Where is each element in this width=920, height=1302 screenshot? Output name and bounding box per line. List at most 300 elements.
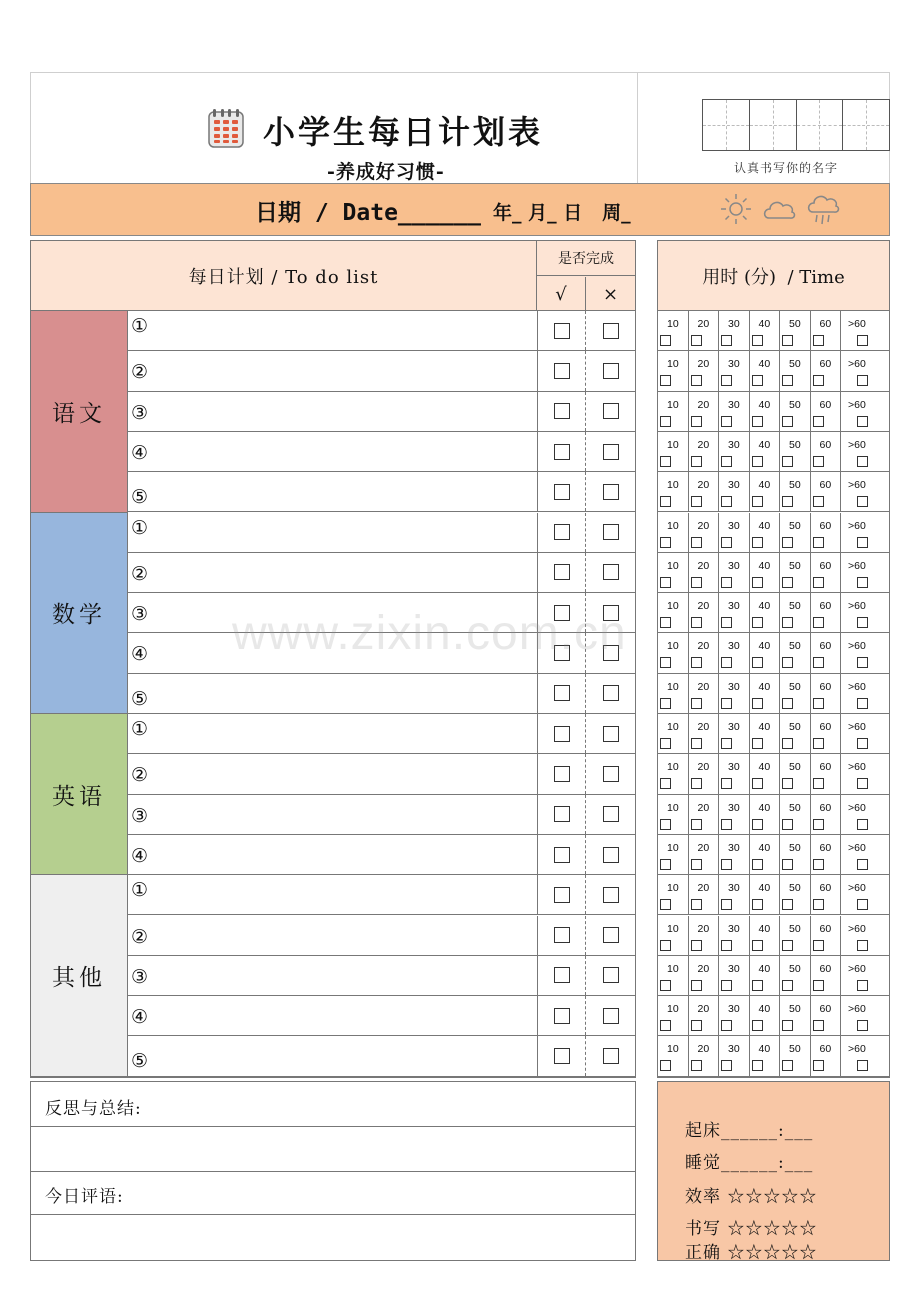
time-checkbox[interactable]	[752, 738, 763, 749]
time-checkbox[interactable]	[691, 537, 702, 548]
time-checkbox[interactable]	[660, 657, 671, 668]
time-checkbox[interactable]	[782, 577, 793, 588]
task-row[interactable]	[128, 1036, 635, 1076]
time-checkbox[interactable]	[691, 778, 702, 789]
name-cell[interactable]	[703, 100, 750, 150]
time-option[interactable]	[689, 593, 720, 632]
time-checkbox[interactable]	[857, 375, 868, 386]
time-checkbox[interactable]	[691, 657, 702, 668]
time-option[interactable]	[689, 392, 720, 431]
time-option[interactable]	[841, 513, 889, 552]
task-row[interactable]	[128, 956, 635, 996]
time-checkbox[interactable]	[691, 698, 702, 709]
time-option[interactable]	[750, 472, 781, 511]
time-option[interactable]	[780, 714, 811, 753]
time-checkbox[interactable]	[857, 859, 868, 870]
time-option[interactable]	[719, 714, 750, 753]
undone-checkbox[interactable]	[603, 1008, 619, 1024]
time-option[interactable]	[750, 875, 781, 914]
time-option[interactable]	[811, 1036, 842, 1075]
time-checkbox[interactable]	[857, 778, 868, 789]
sun-icon[interactable]	[719, 192, 753, 226]
time-option[interactable]	[780, 553, 811, 592]
time-option[interactable]	[841, 432, 889, 471]
time-checkbox[interactable]	[782, 859, 793, 870]
time-option[interactable]	[811, 916, 842, 955]
task-row[interactable]	[128, 674, 635, 714]
sleep-time[interactable]: 睡觉______:___	[685, 1153, 814, 1173]
time-checkbox[interactable]	[660, 899, 671, 910]
time-option[interactable]	[780, 351, 811, 390]
time-option[interactable]	[750, 351, 781, 390]
time-option[interactable]	[841, 674, 889, 713]
time-option[interactable]	[780, 1036, 811, 1075]
time-option[interactable]	[658, 754, 689, 793]
time-checkbox[interactable]	[782, 698, 793, 709]
time-option[interactable]	[841, 633, 889, 672]
time-checkbox[interactable]	[782, 537, 793, 548]
time-option[interactable]	[719, 956, 750, 995]
time-option[interactable]	[658, 553, 689, 592]
time-checkbox[interactable]	[813, 980, 824, 991]
time-option[interactable]	[780, 432, 811, 471]
time-option[interactable]	[750, 311, 781, 350]
done-checkbox[interactable]	[554, 1048, 570, 1064]
done-checkbox[interactable]	[554, 726, 570, 742]
time-checkbox[interactable]	[691, 577, 702, 588]
time-checkbox[interactable]	[857, 1060, 868, 1071]
time-option[interactable]	[750, 996, 781, 1035]
time-option[interactable]	[811, 472, 842, 511]
time-option[interactable]	[780, 875, 811, 914]
time-option[interactable]	[841, 392, 889, 431]
time-option[interactable]	[658, 472, 689, 511]
time-option[interactable]	[780, 835, 811, 874]
time-option[interactable]	[841, 593, 889, 632]
time-option[interactable]	[780, 916, 811, 955]
time-checkbox[interactable]	[813, 899, 824, 910]
time-option[interactable]	[780, 633, 811, 672]
time-checkbox[interactable]	[782, 819, 793, 830]
time-checkbox[interactable]	[813, 617, 824, 628]
done-checkbox[interactable]	[554, 1008, 570, 1024]
task-row[interactable]	[128, 311, 635, 351]
time-checkbox[interactable]	[782, 416, 793, 427]
undone-checkbox[interactable]	[603, 403, 619, 419]
time-option[interactable]	[811, 714, 842, 753]
done-checkbox[interactable]	[554, 444, 570, 460]
time-checkbox[interactable]	[691, 496, 702, 507]
time-checkbox[interactable]	[660, 537, 671, 548]
time-option[interactable]	[780, 472, 811, 511]
time-checkbox[interactable]	[691, 738, 702, 749]
time-option[interactable]	[719, 875, 750, 914]
time-checkbox[interactable]	[813, 335, 824, 346]
time-checkbox[interactable]	[691, 416, 702, 427]
undone-checkbox[interactable]	[603, 1048, 619, 1064]
time-checkbox[interactable]	[752, 980, 763, 991]
time-checkbox[interactable]	[782, 496, 793, 507]
time-checkbox[interactable]	[752, 859, 763, 870]
time-option[interactable]	[750, 553, 781, 592]
time-checkbox[interactable]	[752, 537, 763, 548]
task-row[interactable]	[128, 916, 635, 956]
efficiency-rating[interactable]: 效率 ☆☆☆☆☆	[685, 1187, 818, 1207]
time-option[interactable]	[811, 351, 842, 390]
time-checkbox[interactable]	[721, 537, 732, 548]
undone-checkbox[interactable]	[603, 806, 619, 822]
time-option[interactable]	[780, 311, 811, 350]
name-cell[interactable]	[797, 100, 844, 150]
time-option[interactable]	[841, 875, 889, 914]
time-option[interactable]	[841, 1036, 889, 1075]
time-checkbox[interactable]	[782, 899, 793, 910]
time-option[interactable]	[689, 835, 720, 874]
time-option[interactable]	[658, 996, 689, 1035]
time-option[interactable]	[811, 633, 842, 672]
time-checkbox[interactable]	[782, 940, 793, 951]
summary-blank-line[interactable]	[31, 1127, 635, 1172]
done-checkbox[interactable]	[554, 967, 570, 983]
time-option[interactable]	[750, 633, 781, 672]
time-option[interactable]	[841, 956, 889, 995]
time-checkbox[interactable]	[752, 496, 763, 507]
time-checkbox[interactable]	[721, 698, 732, 709]
time-option[interactable]	[719, 351, 750, 390]
task-row[interactable]	[128, 996, 635, 1036]
task-row[interactable]	[128, 392, 635, 432]
time-option[interactable]	[689, 351, 720, 390]
time-checkbox[interactable]	[752, 335, 763, 346]
time-checkbox[interactable]	[660, 859, 671, 870]
time-option[interactable]	[658, 714, 689, 753]
time-option[interactable]	[811, 996, 842, 1035]
time-option[interactable]	[811, 835, 842, 874]
time-checkbox[interactable]	[721, 617, 732, 628]
time-checkbox[interactable]	[813, 738, 824, 749]
time-checkbox[interactable]	[857, 819, 868, 830]
time-checkbox[interactable]	[660, 819, 671, 830]
undone-checkbox[interactable]	[603, 564, 619, 580]
task-row[interactable]	[128, 875, 635, 915]
time-checkbox[interactable]	[691, 819, 702, 830]
time-option[interactable]	[689, 513, 720, 552]
time-checkbox[interactable]	[813, 416, 824, 427]
time-checkbox[interactable]	[721, 819, 732, 830]
time-checkbox[interactable]	[857, 738, 868, 749]
time-option[interactable]	[658, 835, 689, 874]
done-checkbox[interactable]	[554, 363, 570, 379]
time-option[interactable]	[658, 432, 689, 471]
time-checkbox[interactable]	[691, 456, 702, 467]
writing-rating[interactable]: 书写 ☆☆☆☆☆	[685, 1219, 818, 1239]
time-checkbox[interactable]	[721, 577, 732, 588]
name-cell[interactable]	[750, 100, 797, 150]
time-option[interactable]	[780, 593, 811, 632]
time-checkbox[interactable]	[782, 335, 793, 346]
task-row[interactable]	[128, 351, 635, 391]
done-checkbox[interactable]	[554, 847, 570, 863]
time-checkbox[interactable]	[660, 416, 671, 427]
time-option[interactable]	[719, 916, 750, 955]
time-option[interactable]	[719, 633, 750, 672]
time-checkbox[interactable]	[691, 617, 702, 628]
time-option[interactable]	[811, 754, 842, 793]
time-checkbox[interactable]	[660, 375, 671, 386]
name-cell[interactable]	[843, 100, 889, 150]
undone-checkbox[interactable]	[603, 927, 619, 943]
undone-checkbox[interactable]	[603, 847, 619, 863]
time-option[interactable]	[841, 351, 889, 390]
time-option[interactable]	[719, 392, 750, 431]
time-checkbox[interactable]	[813, 537, 824, 548]
time-checkbox[interactable]	[691, 1060, 702, 1071]
time-option[interactable]	[689, 916, 720, 955]
time-checkbox[interactable]	[660, 1020, 671, 1031]
time-option[interactable]	[719, 553, 750, 592]
time-option[interactable]	[658, 513, 689, 552]
time-checkbox[interactable]	[660, 1060, 671, 1071]
time-option[interactable]	[689, 432, 720, 471]
time-option[interactable]	[689, 714, 720, 753]
time-option[interactable]	[689, 956, 720, 995]
time-checkbox[interactable]	[721, 335, 732, 346]
time-option[interactable]	[750, 392, 781, 431]
time-option[interactable]	[658, 674, 689, 713]
time-option[interactable]	[841, 795, 889, 834]
time-checkbox[interactable]	[813, 1060, 824, 1071]
summary-line[interactable]	[31, 1082, 635, 1127]
done-checkbox[interactable]	[554, 524, 570, 540]
time-checkbox[interactable]	[857, 617, 868, 628]
time-option[interactable]	[750, 956, 781, 995]
time-option[interactable]	[658, 311, 689, 350]
time-option[interactable]	[811, 311, 842, 350]
time-checkbox[interactable]	[660, 617, 671, 628]
time-option[interactable]	[841, 916, 889, 955]
time-checkbox[interactable]	[660, 738, 671, 749]
undone-checkbox[interactable]	[603, 484, 619, 500]
time-checkbox[interactable]	[782, 738, 793, 749]
wake-time[interactable]: 起床______:___	[685, 1121, 814, 1141]
time-option[interactable]	[719, 674, 750, 713]
time-checkbox[interactable]	[691, 980, 702, 991]
time-checkbox[interactable]	[752, 1020, 763, 1031]
time-checkbox[interactable]	[691, 375, 702, 386]
name-writing-grid[interactable]	[702, 99, 890, 151]
done-checkbox[interactable]	[554, 927, 570, 943]
date-fields[interactable]: 年_ 月_ 日 周_	[493, 202, 631, 224]
time-option[interactable]	[689, 472, 720, 511]
time-option[interactable]	[841, 835, 889, 874]
time-checkbox[interactable]	[721, 1020, 732, 1031]
done-checkbox[interactable]	[554, 887, 570, 903]
time-option[interactable]	[689, 1036, 720, 1075]
time-option[interactable]	[750, 674, 781, 713]
time-option[interactable]	[750, 1036, 781, 1075]
time-checkbox[interactable]	[857, 899, 868, 910]
time-option[interactable]	[658, 916, 689, 955]
time-checkbox[interactable]	[782, 1020, 793, 1031]
time-option[interactable]	[719, 996, 750, 1035]
time-option[interactable]	[689, 875, 720, 914]
time-option[interactable]	[750, 835, 781, 874]
undone-checkbox[interactable]	[603, 444, 619, 460]
time-checkbox[interactable]	[691, 1020, 702, 1031]
time-option[interactable]	[689, 674, 720, 713]
time-checkbox[interactable]	[691, 940, 702, 951]
time-option[interactable]	[811, 795, 842, 834]
time-checkbox[interactable]	[721, 940, 732, 951]
time-option[interactable]	[841, 754, 889, 793]
time-option[interactable]	[719, 1036, 750, 1075]
time-checkbox[interactable]	[660, 577, 671, 588]
time-option[interactable]	[780, 795, 811, 834]
time-option[interactable]	[841, 714, 889, 753]
time-checkbox[interactable]	[813, 940, 824, 951]
time-option[interactable]	[719, 593, 750, 632]
time-checkbox[interactable]	[782, 778, 793, 789]
time-checkbox[interactable]	[752, 819, 763, 830]
undone-checkbox[interactable]	[603, 887, 619, 903]
time-checkbox[interactable]	[813, 456, 824, 467]
task-row[interactable]	[128, 835, 635, 875]
time-option[interactable]	[719, 311, 750, 350]
done-checkbox[interactable]	[554, 403, 570, 419]
time-option[interactable]	[750, 432, 781, 471]
accuracy-rating[interactable]: 正确 ☆☆☆☆☆	[685, 1243, 818, 1263]
time-checkbox[interactable]	[752, 577, 763, 588]
time-checkbox[interactable]	[721, 657, 732, 668]
time-checkbox[interactable]	[857, 416, 868, 427]
time-option[interactable]	[658, 956, 689, 995]
time-option[interactable]	[750, 513, 781, 552]
time-option[interactable]	[689, 311, 720, 350]
time-option[interactable]	[780, 513, 811, 552]
undone-checkbox[interactable]	[603, 685, 619, 701]
time-option[interactable]	[719, 432, 750, 471]
time-checkbox[interactable]	[813, 657, 824, 668]
done-checkbox[interactable]	[554, 806, 570, 822]
time-checkbox[interactable]	[857, 537, 868, 548]
time-option[interactable]	[841, 472, 889, 511]
time-option[interactable]	[689, 795, 720, 834]
time-checkbox[interactable]	[691, 859, 702, 870]
done-checkbox[interactable]	[554, 323, 570, 339]
time-option[interactable]	[658, 1036, 689, 1075]
time-option[interactable]	[750, 754, 781, 793]
done-checkbox[interactable]	[554, 766, 570, 782]
time-option[interactable]	[750, 593, 781, 632]
time-option[interactable]	[811, 956, 842, 995]
time-checkbox[interactable]	[721, 738, 732, 749]
time-option[interactable]	[841, 996, 889, 1035]
time-option[interactable]	[811, 432, 842, 471]
time-option[interactable]	[658, 633, 689, 672]
time-checkbox[interactable]	[721, 456, 732, 467]
time-option[interactable]	[750, 714, 781, 753]
time-checkbox[interactable]	[752, 899, 763, 910]
time-checkbox[interactable]	[752, 416, 763, 427]
done-checkbox[interactable]	[554, 685, 570, 701]
time-checkbox[interactable]	[813, 859, 824, 870]
time-option[interactable]	[689, 553, 720, 592]
time-option[interactable]	[780, 392, 811, 431]
time-checkbox[interactable]	[813, 819, 824, 830]
undone-checkbox[interactable]	[603, 967, 619, 983]
time-checkbox[interactable]	[691, 899, 702, 910]
undone-checkbox[interactable]	[603, 726, 619, 742]
time-checkbox[interactable]	[782, 1060, 793, 1071]
time-checkbox[interactable]	[782, 980, 793, 991]
time-checkbox[interactable]	[752, 1060, 763, 1071]
time-option[interactable]	[841, 553, 889, 592]
task-row[interactable]	[128, 472, 635, 512]
time-checkbox[interactable]	[813, 698, 824, 709]
time-checkbox[interactable]	[660, 778, 671, 789]
time-option[interactable]	[811, 875, 842, 914]
time-option[interactable]	[658, 795, 689, 834]
time-checkbox[interactable]	[752, 657, 763, 668]
time-checkbox[interactable]	[857, 456, 868, 467]
time-checkbox[interactable]	[752, 456, 763, 467]
time-checkbox[interactable]	[857, 577, 868, 588]
time-checkbox[interactable]	[813, 778, 824, 789]
time-checkbox[interactable]	[660, 496, 671, 507]
time-checkbox[interactable]	[660, 698, 671, 709]
cloud-icon[interactable]	[761, 192, 797, 226]
time-option[interactable]	[811, 674, 842, 713]
time-checkbox[interactable]	[752, 778, 763, 789]
time-checkbox[interactable]	[721, 416, 732, 427]
time-checkbox[interactable]	[782, 617, 793, 628]
task-row[interactable]	[128, 754, 635, 794]
time-checkbox[interactable]	[752, 617, 763, 628]
undone-checkbox[interactable]	[603, 363, 619, 379]
time-checkbox[interactable]	[813, 496, 824, 507]
time-option[interactable]	[841, 311, 889, 350]
undone-checkbox[interactable]	[603, 323, 619, 339]
time-checkbox[interactable]	[813, 1020, 824, 1031]
time-checkbox[interactable]	[857, 1020, 868, 1031]
time-option[interactable]	[689, 754, 720, 793]
time-option[interactable]	[658, 351, 689, 390]
time-checkbox[interactable]	[813, 577, 824, 588]
time-checkbox[interactable]	[857, 335, 868, 346]
task-row[interactable]	[128, 513, 635, 553]
time-option[interactable]	[719, 835, 750, 874]
time-option[interactable]	[719, 754, 750, 793]
done-checkbox[interactable]	[554, 484, 570, 500]
task-row[interactable]	[128, 553, 635, 593]
time-option[interactable]	[811, 513, 842, 552]
time-checkbox[interactable]	[660, 335, 671, 346]
time-checkbox[interactable]	[857, 980, 868, 991]
time-option[interactable]	[811, 553, 842, 592]
time-checkbox[interactable]	[660, 940, 671, 951]
time-checkbox[interactable]	[660, 980, 671, 991]
time-checkbox[interactable]	[782, 456, 793, 467]
time-option[interactable]	[689, 996, 720, 1035]
time-checkbox[interactable]	[721, 899, 732, 910]
time-checkbox[interactable]	[782, 657, 793, 668]
time-option[interactable]	[719, 795, 750, 834]
time-checkbox[interactable]	[721, 980, 732, 991]
comment-line[interactable]	[31, 1172, 635, 1215]
time-checkbox[interactable]	[857, 940, 868, 951]
time-checkbox[interactable]	[782, 375, 793, 386]
date-label[interactable]: 日期 / Date______	[255, 200, 482, 226]
